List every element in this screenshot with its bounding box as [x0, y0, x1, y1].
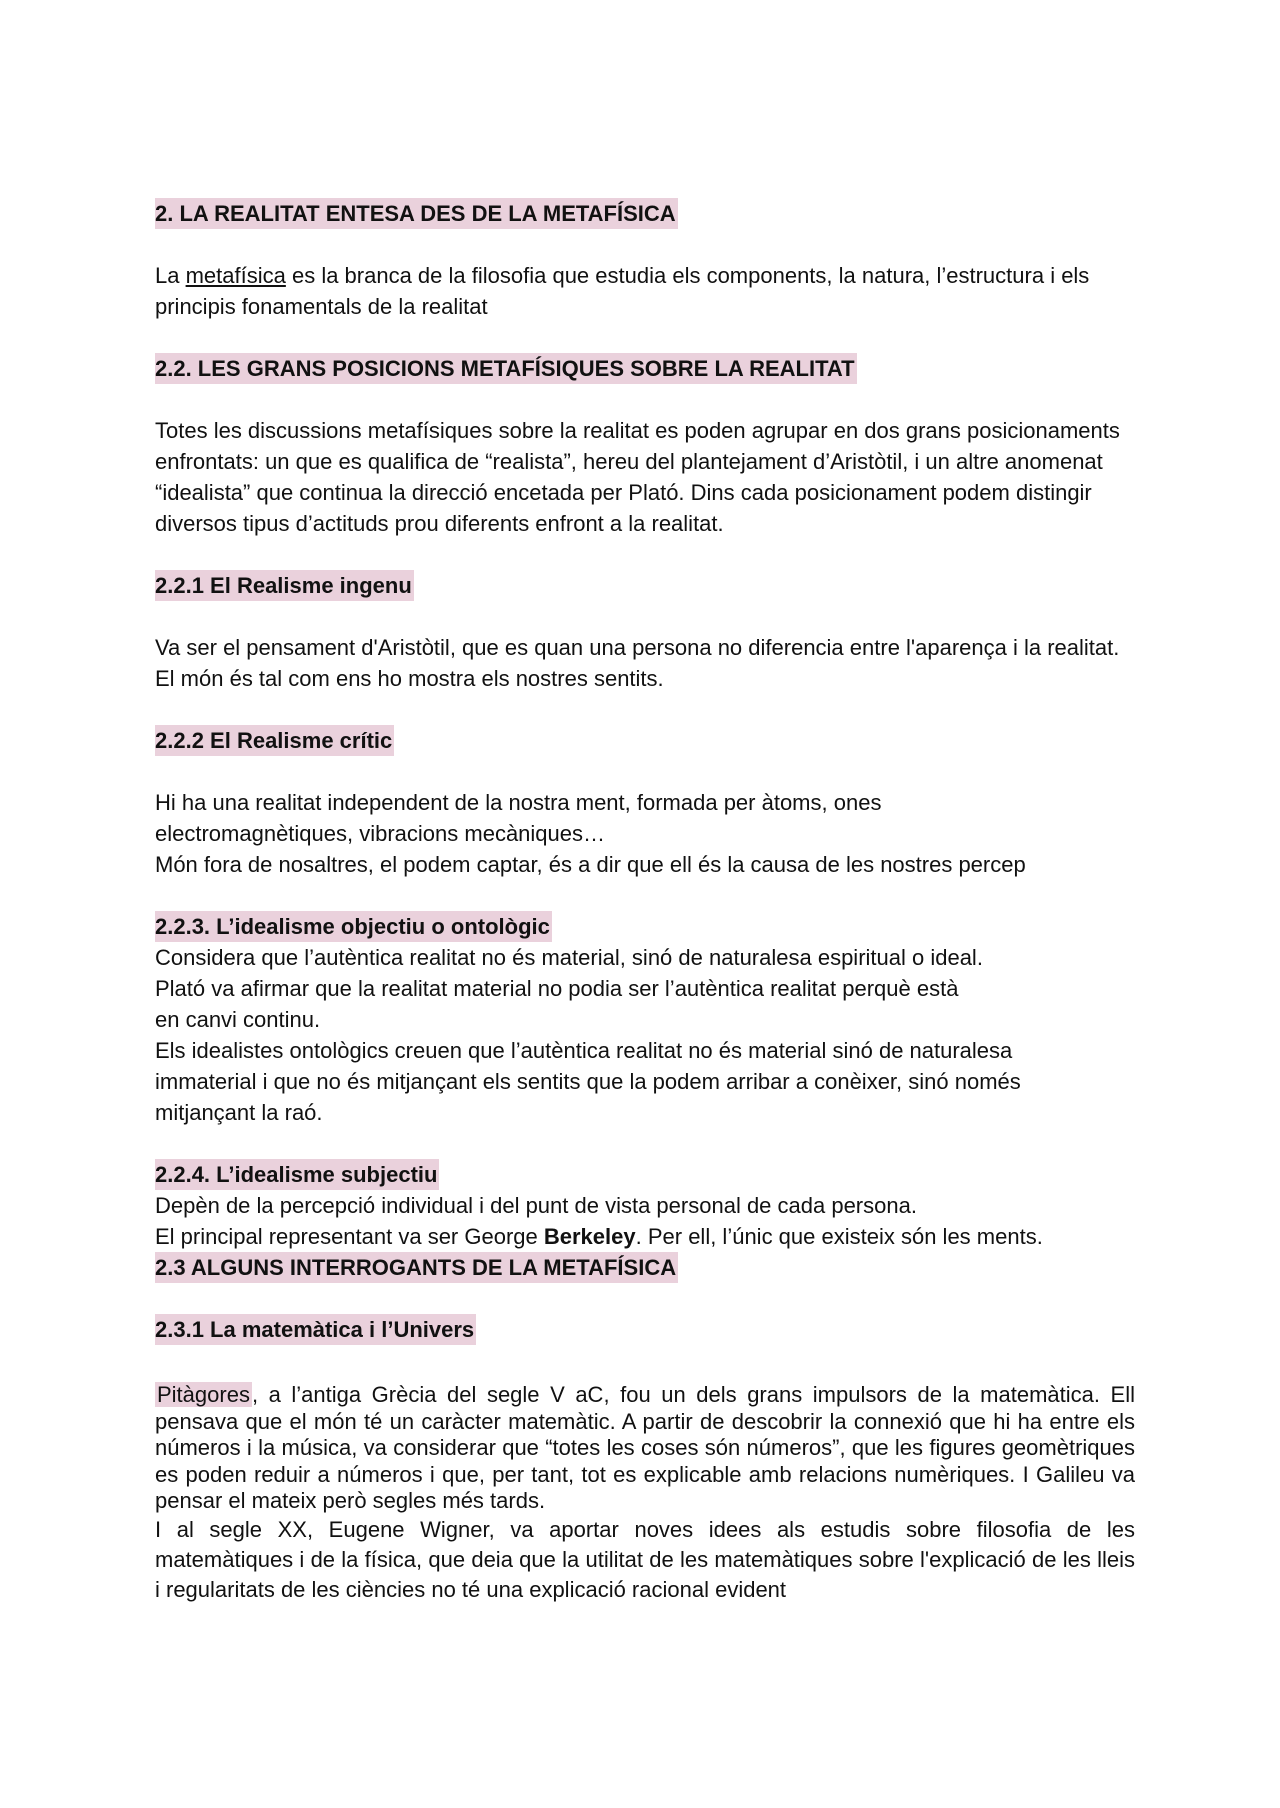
text-run: es la branca de la filosofia que estudia els components, la natura, l’estructura i els principis fonamentals de la realitat [155, 263, 1090, 319]
text-run: El principal representant va ser George [155, 1224, 544, 1249]
paragraph-pitagores [155, 1382, 1135, 1515]
heading-realitat-metafisica: 2. LA REALITAT ENTESA DES DE LA METAFÍSICA [155, 198, 678, 229]
line-idealisme-objectiu-2: Plató va afirmar que la realitat material no podia ser l’autèntica realitat perquè està [155, 976, 959, 1001]
heading-idealisme-objectiu: 2.2.3. L’idealisme objectiu o ontològic [155, 911, 552, 942]
text-run: La [155, 263, 186, 288]
heading-grans-posicions: 2.2. LES GRANS POSICIONS METAFÍSIQUES SOBRE LA REALITAT [155, 353, 857, 384]
heading-realisme-ingenu: 2.2.1 El Realisme ingenu [155, 570, 414, 601]
term-metafisica: metafísica [185, 263, 286, 288]
line-idealisme-objectiu-5: immaterial i que no és mitjançant els sentits que la podem arribar a conèixer, sinó només [155, 1069, 1021, 1094]
text-run: . Per ell, l’únic que existeix són les ments. [635, 1224, 1043, 1249]
heading-idealisme-subjectiu: 2.2.4. L’idealisme subjectiu [155, 1159, 439, 1190]
paragraph-metafisica-definition [155, 260, 1135, 322]
line-idealisme-objectiu-1: Considera que l’autèntica realitat no és material, sinó de naturalesa espiritual o ideal. [155, 945, 983, 970]
text-run: , a l’antiga Grècia del segle V aC, fou un dels grans impulsors de la matemàtica. Ell pensava que el món té un caràcter matemàtic. A partir de descobrir la connexió que hi ha entre els números i la música, va considerar que “totes les coses són números”, que les figures geomètriques es poden reduir a números i que, per tant, tot es explicable amb relacions numèriques. I Galileu va pensar el mateix però segles més tards. [155, 1382, 1135, 1513]
line-idealisme-objectiu-6: mitjançant la raó. [155, 1100, 323, 1125]
line-idealisme-objectiu-3: en canvi continu. [155, 1007, 321, 1032]
document-page [155, 198, 1135, 1605]
heading-interrogants: 2.3 ALGUNS INTERROGANTS DE LA METAFÍSICA [155, 1252, 678, 1283]
heading-realisme-critic: 2.2.2 El Realisme crític [155, 725, 394, 756]
name-pitagores: Pitàgores [157, 1382, 250, 1407]
paragraph-realisme-ingenu: Va ser el pensament d'Aristòtil, que es quan una persona no diferencia entre l'aparença i la realitat. El món és tal com ens ho mostra els nostres sentits. [155, 635, 1120, 691]
section-2-2-3 [155, 911, 1135, 1128]
paragraph-posicions: Totes les discussions metafísiques sobre la realitat es poden agrupar en dos grans posicionaments enfrontats: un que es qualifica de “realista”, hereu del plantejament d’Aristòtil, i un altre anomenat “idealista” que continua la direcció encetada per Plató. Dins cada posicionament podem distingir diversos tipus d’actituds prou diferents enfront a la realitat. [155, 418, 1120, 536]
section-2-3 [155, 1252, 1135, 1283]
heading-matematica-univers: 2.3.1 La matemàtica i l’Univers [155, 1314, 476, 1345]
line-idealisme-objectiu-4: Els idealistes ontològics creuen que l’autèntica realitat no és material sinó de naturalesa [155, 1038, 1013, 1063]
section-2-3-1 [155, 1314, 1135, 1605]
line-realisme-critic-1: Hi ha una realitat independent de la nostra ment, formada per àtoms, ones [155, 790, 882, 815]
line-realisme-critic-2: electromagnètiques, vibracions mecàniques… [155, 821, 606, 846]
section-2-2-4 [155, 1159, 1135, 1252]
paragraph-wigner: I al segle XX, Eugene Wigner, va aportar noves idees als estudis sobre filosofia de les matemàtiques i de la física, que deia que la utilitat de les matemàtiques sobre l'explicació de les lleis i regularitats de les ciències no té una explicació racional evident [155, 1516, 1135, 1602]
section-2-2-1 [155, 570, 1135, 694]
name-berkeley: Berkeley [543, 1224, 636, 1249]
line-idealisme-subjectiu-1: Depèn de la percepció individual i del punt de vista personal de cada persona. [155, 1193, 917, 1218]
line-realisme-critic-3: Món fora de nosaltres, el podem captar, és a dir que ell és la causa de les nostres percep [155, 852, 1026, 877]
section-2 [155, 198, 1135, 322]
line-idealisme-subjectiu-2 [155, 1221, 1135, 1252]
section-2-2 [155, 353, 1135, 539]
section-2-2-2 [155, 725, 1135, 880]
